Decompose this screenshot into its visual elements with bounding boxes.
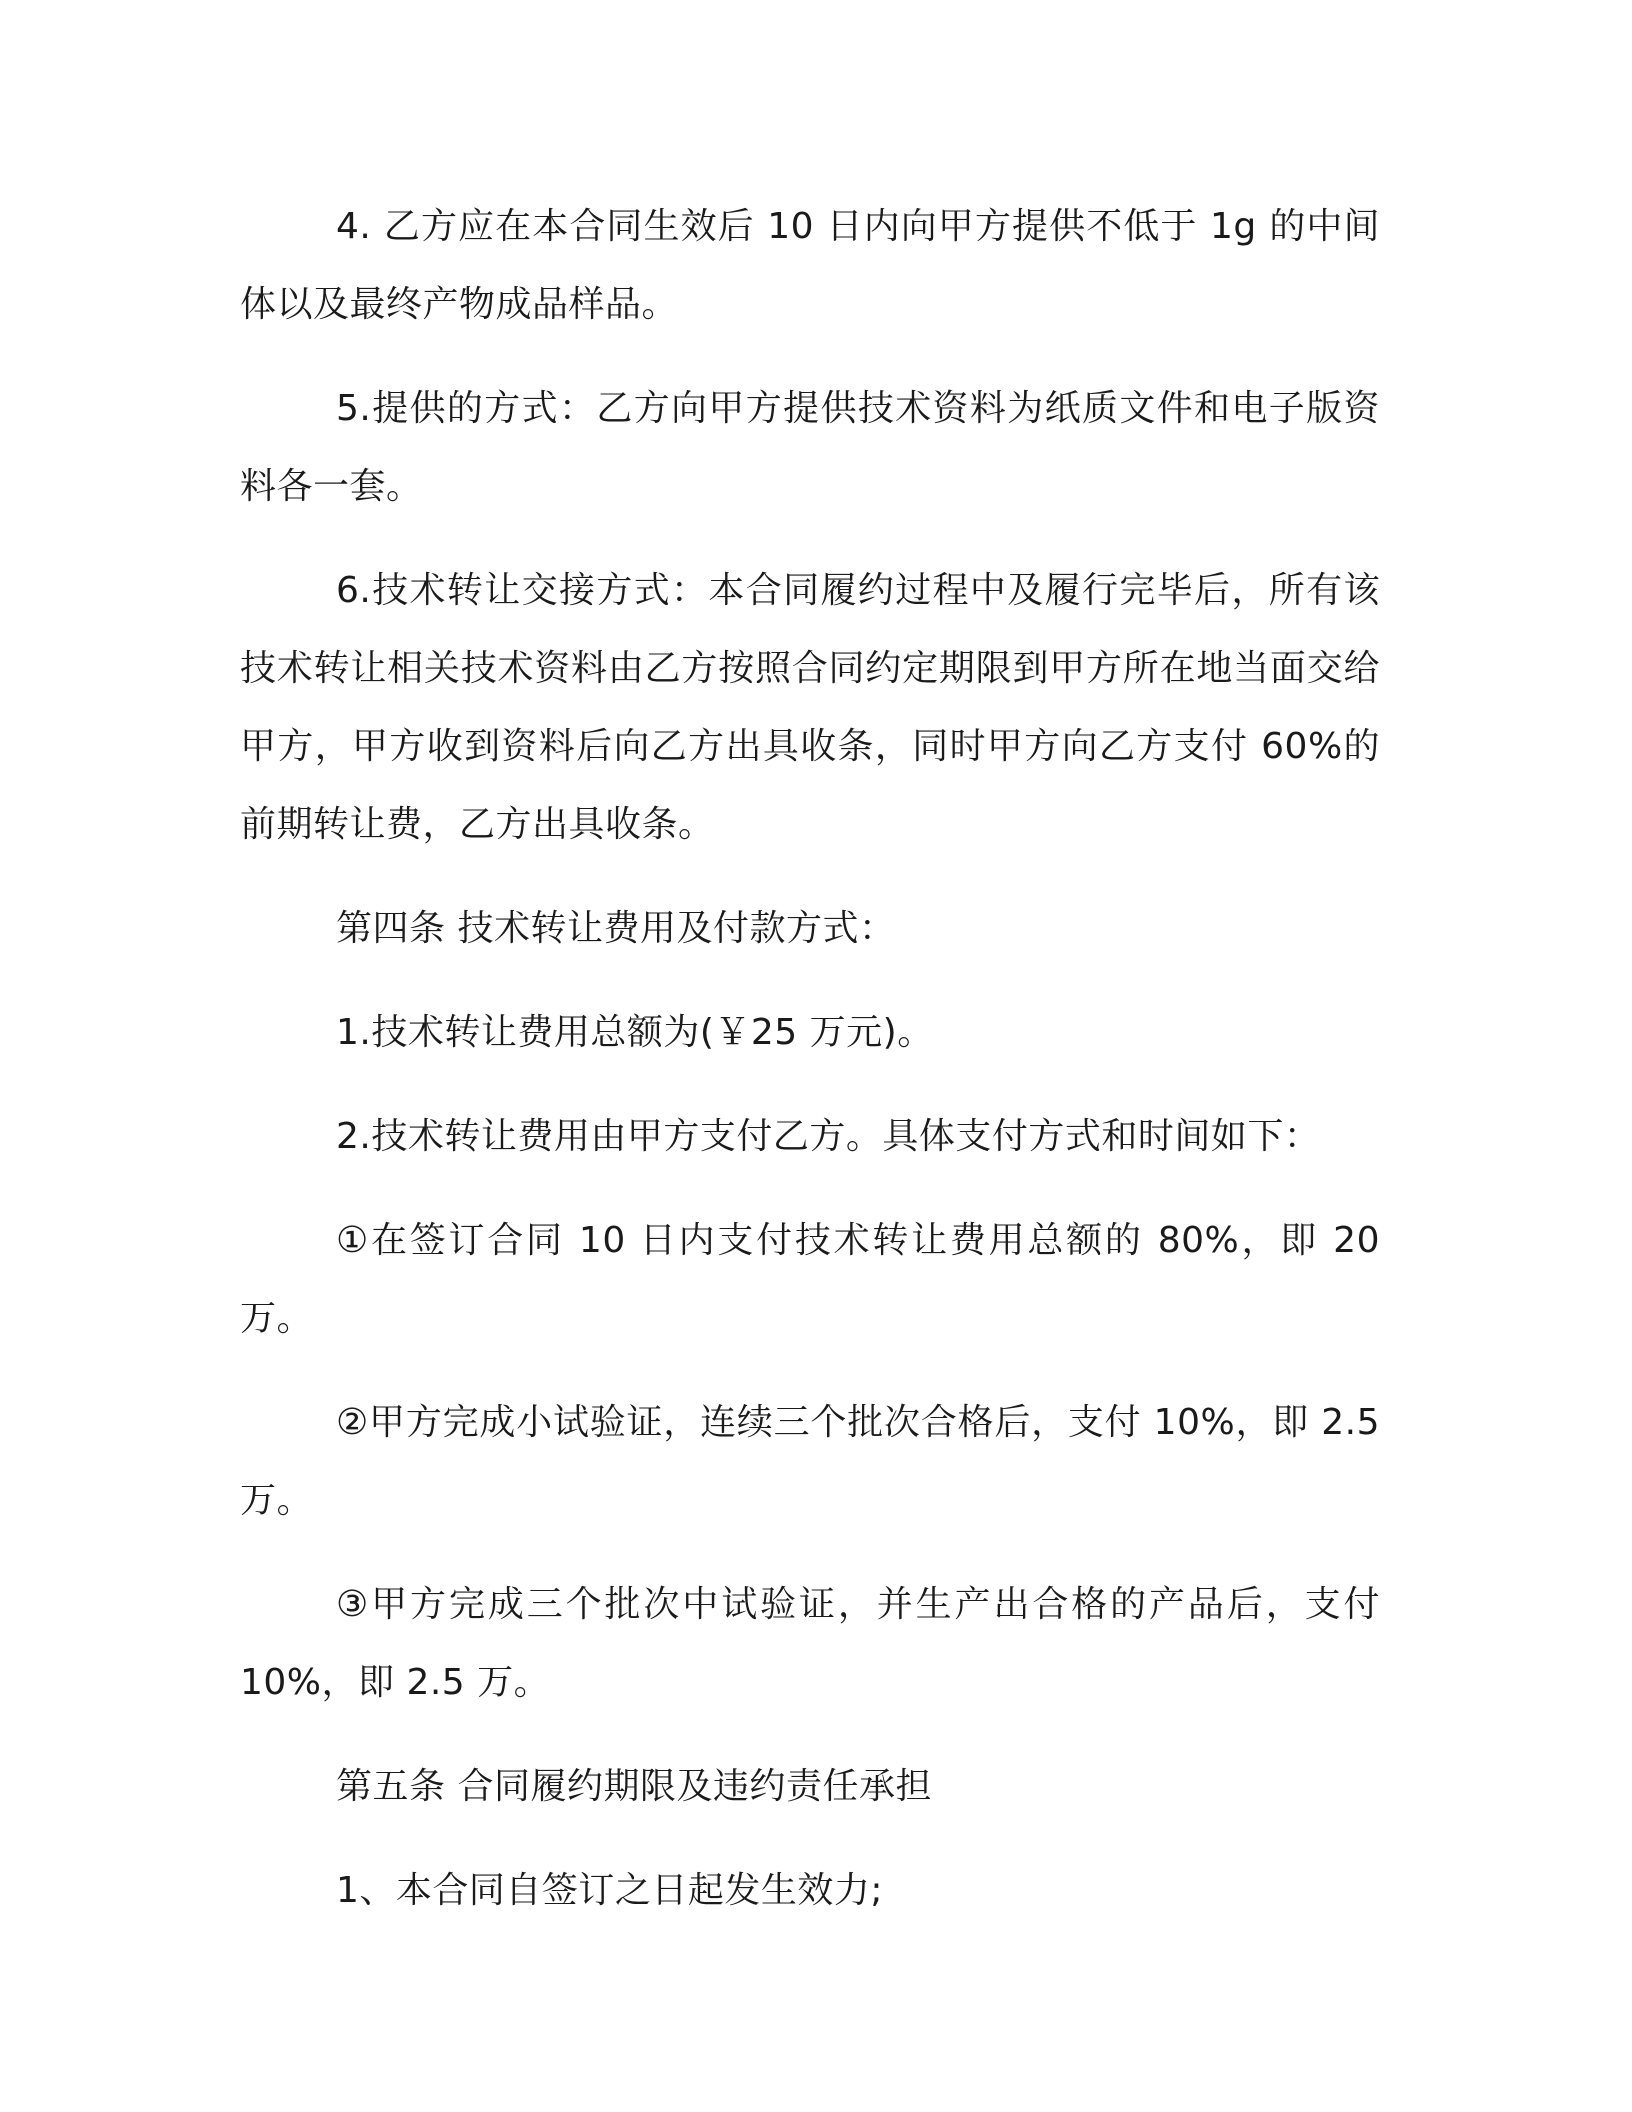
clause-3-item-6: 6.技术转让交接方式：本合同履约过程中及履行完毕后，所有该技术转让相关技术资料由乙方按照合同约定期限到甲方所在地当面交给甲方，甲方收到资料后向乙方出具收条，同时甲方向乙方支付 60%的前期转让费，乙方出具收条。 xyxy=(240,570,1380,845)
article-4-item-2: 2.技术转让费用由甲方支付乙方。具体支付方式和时间如下： xyxy=(336,1116,1321,1157)
clause-3-item-5: 5.提供的方式：乙方向甲方提供技术资料为纸质文件和电子版资料各一套。 xyxy=(240,388,1380,507)
clause-3-item-4: 4. 乙方应在本合同生效后 10 日内向甲方提供不低于 1g 的中间体以及最终产物成品样品。 xyxy=(240,206,1380,325)
payment-step-1: ①在签订合同 10 日内支付技术转让费用总额的 80%，即 20 万。 xyxy=(240,1220,1380,1339)
payment-step-3: ③甲方完成三个批次中试验证，并生产出合格的产品后，支付 10%，即 2.5 万。 xyxy=(240,1584,1380,1703)
payment-step-2: ②甲方完成小试验证，连续三个批次合格后，支付 10%，即 2.5 万。 xyxy=(240,1402,1380,1521)
article-4-heading: 第四条 技术转让费用及付款方式： xyxy=(336,908,896,949)
article-4-item-1: 1.技术转让费用总额为(￥25 万元)。 xyxy=(336,1012,934,1053)
article-5-item-1: 1、本合同自签订之日起发生效力; xyxy=(336,1870,884,1911)
article-5-heading: 第五条 合同履约期限及违约责任承担 xyxy=(336,1766,932,1807)
document-body xyxy=(240,188,1380,1956)
